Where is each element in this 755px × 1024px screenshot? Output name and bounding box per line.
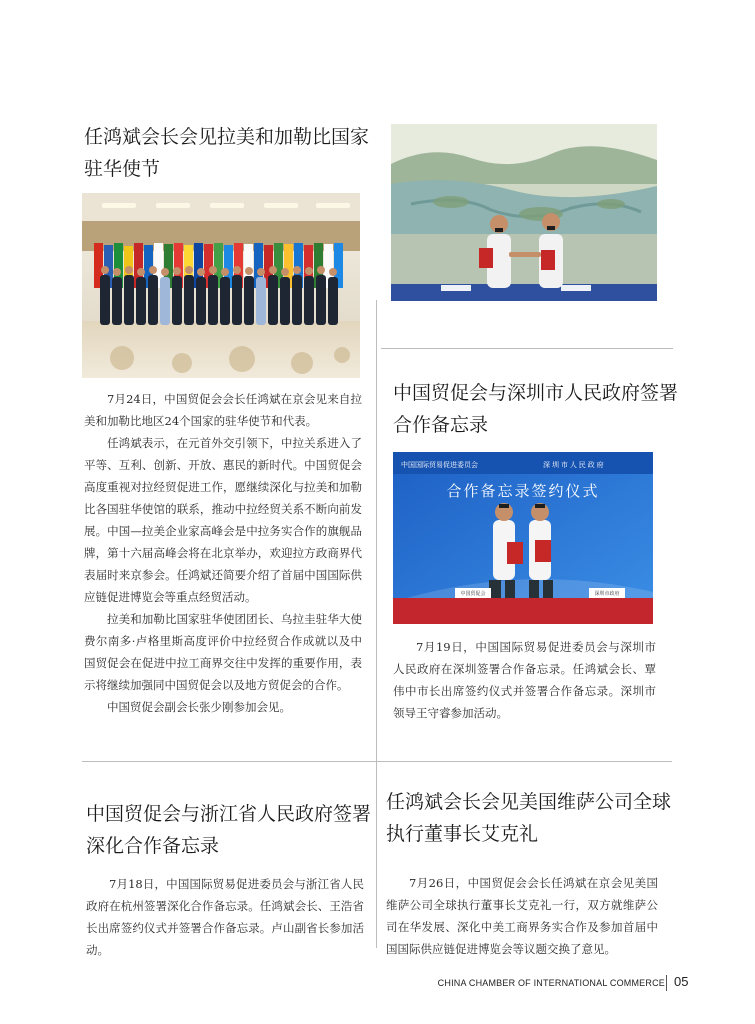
- article-1-paragraph: 中国贸促会副会长张少刚参加会见。: [107, 700, 291, 714]
- divider-right-mid: [381, 348, 673, 349]
- publication-name: CHINA CHAMBER OF INTERNATIONAL COMMERCE: [437, 978, 665, 988]
- article-1-paragraph: 拉美和加勒比国家驻华使团团长、乌拉圭驻华大使费尔南多·卢格里斯高度评价中拉经贸合作成就以及中国贸促会在促进中拉工商界交往中发挥的重要作用，表示将继续加强同中国贸促会以及地方贸促会的合作。: [84, 612, 362, 692]
- article-3-body: [86, 873, 364, 961]
- article-4-title-line1: 任鸿斌会长会见美国维萨公司全球: [386, 791, 672, 813]
- placard-right-text: 深圳市政府: [594, 591, 620, 597]
- article-2-signing-photo: [393, 452, 653, 624]
- article-3-title-line1: 中国贸促会与浙江省人民政府签署: [86, 803, 372, 825]
- article-2-title-line1: 中国贸促会与深圳市人民政府签署: [393, 382, 679, 404]
- signing-ceremony-illustration: [393, 452, 653, 624]
- article-2-paragraph: 7月19日，中国国际贸易促进委员会与深圳市人民政府在深圳签署合作备忘录。任鸿斌会长、覃伟中市长出席签约仪式并签署合作备忘录。深圳市领导王守睿参加活动。: [393, 640, 656, 720]
- article-4-title-line2: 执行董事长艾克礼: [386, 823, 539, 845]
- article-4-title: [386, 786, 686, 850]
- article-3-title-line2: 深化合作备忘录: [86, 835, 220, 857]
- signing-photo-mural: [391, 124, 657, 301]
- banner-main-text: 合作备忘录签约仪式: [446, 482, 600, 500]
- group-photo-illustration: [82, 193, 360, 378]
- article-1-paragraph: 7月24日，中国贸促会会长任鸿斌在京会见来自拉美和加勒比地区24个国家的驻华使节和代表。: [84, 392, 362, 428]
- column-divider-bottom: [376, 762, 377, 948]
- article-4-body: [386, 872, 658, 960]
- banner-left-text: 中国国际贸易促进委员会: [401, 462, 478, 469]
- article-3-paragraph: 7月18日，中国国际贸易促进委员会与浙江省人民政府在杭州签署深化合作备忘录。任鸿斌会长、王浩省长出席签约仪式并签署合作备忘录。卢山副省长参加活动。: [86, 877, 364, 957]
- article-1-paragraph: 任鸿斌表示，在元首外交引领下，中拉关系进入了平等、互利、创新、开放、惠民的新时代。中国贸促会高度重视对拉经贸促进工作，愿继续深化与拉美和加勒比各国驻华使馆的联系，推动中拉经贸关系不断向前发展。中国—拉美企业家高峰会是中拉务实合作的旗舰品牌，第十六届高峰会将在北京举办，欢迎拉方政商界代表届时来京参会。任鸿斌还简要介绍了首届中国国际供应链促进博览会等重点经贸活动。: [84, 436, 362, 604]
- article-1-group-photo: [82, 193, 360, 378]
- article-3-title: [86, 798, 376, 862]
- placard-left-text: 中国贸促会: [460, 591, 486, 597]
- footer-separator: [666, 975, 667, 991]
- page-number: 05: [674, 974, 689, 989]
- article-2-title-line2: 合作备忘录: [393, 414, 489, 436]
- column-divider-top: [376, 300, 377, 762]
- divider-bottom: [82, 761, 672, 762]
- article-1-body: [84, 388, 362, 718]
- article-1-title: [84, 121, 374, 185]
- article-1-title-line2: 驻华使节: [84, 158, 161, 180]
- article-4-paragraph: 7月26日，中国贸促会会长任鸿斌在京会见美国维萨公司全球执行董事长艾克礼一行，双方就维萨公司在华发展、深化中美工商界务实合作及参加首届中国国际供应链促进博览会等议题交换了意见。: [386, 876, 658, 956]
- article-2-body: [393, 636, 656, 724]
- banner-right-text: 深 圳 市 人 民 政 府: [543, 462, 604, 469]
- article-1-title-line1: 任鸿斌会长会见拉美和加勒比国家: [84, 126, 370, 148]
- signing-mural-illustration: [391, 124, 657, 301]
- article-2-title: [393, 377, 683, 441]
